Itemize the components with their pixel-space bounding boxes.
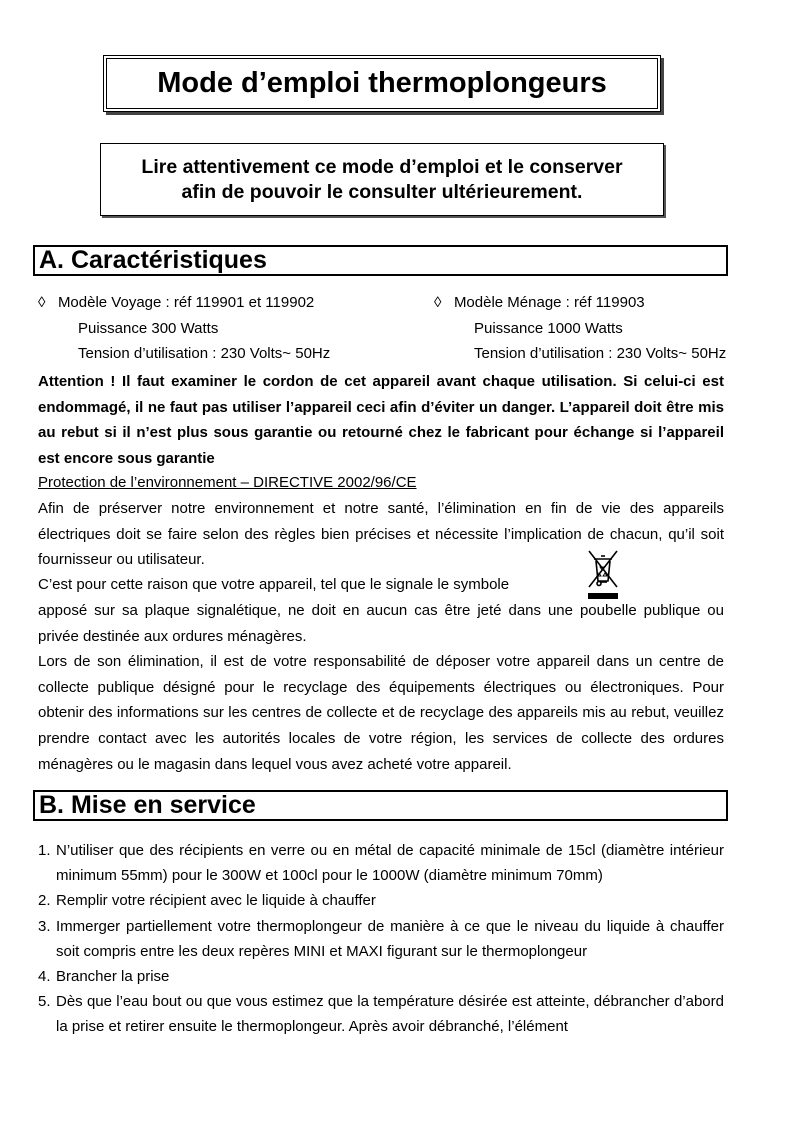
list-item-number: 3. xyxy=(38,917,51,935)
spec-menage-model-line xyxy=(434,290,726,316)
spec-menage-voltage: Tension d’utilisation : 230 Volts~ 50Hz xyxy=(474,345,727,362)
environment-paragraph-2-text: apposé sur sa plaque signalétique, ne doit en aucun cas être jeté dans une poubelle publique ou privée destinée aux ordures ménagères. xyxy=(38,602,724,645)
section-b-heading: B. Mise en service xyxy=(33,790,728,821)
spec-menage-power: Puissance 1000 Watts xyxy=(474,319,623,337)
attention-paragraph: Attention ! Il faut examiner le cordon de cet appareil avant chaque utilisation. Si celui-ci est endommagé, il ne faut pas utiliser l’appareil ceci afin d’éviter un danger. L’appareil doit être mis au rebut si il n’est plus sous garantie ou retourné chez le fabricant pour échange si l’appareil est encore sous garantie xyxy=(38,373,724,467)
environment-paragraph-1: Afin de préserver notre environnement et notre santé, l’élimination en fin de vie des appareils électriques doit se faire selon des règles bien précises et nécessite l’implication de chacun, qu’il soit fournisseur ou utilisateur. xyxy=(38,500,724,569)
list-item xyxy=(38,964,724,989)
spec-menage xyxy=(434,290,726,367)
list-item-text: Dès que l’eau bout ou que vous estimez que la température désirée est atteinte, débrancher d’abord la prise et retirer ensuite le thermoplongeur. Après avoir débranché, l’élément xyxy=(56,993,724,1036)
spec-menage-model: Modèle Ménage : réf 119903 xyxy=(453,294,645,311)
list-item-text: N’utiliser que des récipients en verre ou en métal de capacité minimale de 15cl (diamètre intérieur minimum 55mm) pour le 300W et 100cl pour le 1000W (diamètre minimum 70mm) xyxy=(56,842,724,885)
diamond-bullet-icon: ◊ xyxy=(38,294,46,311)
list-item-text: Brancher la prise xyxy=(56,968,170,986)
environment-paragraph-2 xyxy=(38,598,724,777)
environment-paragraph-3-text: Lors de son élimination, il est de votre responsabilité de déposer votre appareil dans un centre de collecte publique désigné pour le recyclage des équipements électriques ou électroniques. Pour obtenir des informations sur les centres de collecte et de recyclage des appareils mis au rebut, veuillez prendre contact avec les autorités locales de votre région, les services de collecte des ordures ménagères ou le magasin dans lequel vous avez acheté votre appareil. xyxy=(38,653,724,773)
document-title-box xyxy=(103,55,661,112)
crossed-out-bin-icon xyxy=(585,545,621,601)
list-item-text: Remplir votre récipient avec le liquide à chauffer xyxy=(56,892,376,910)
list-item-number: 5. xyxy=(38,993,51,1011)
spec-voyage-model: Modèle Voyage : réf 119901 et 119902 xyxy=(57,294,315,311)
section-a-heading: A. Caractéristiques xyxy=(33,245,728,276)
list-item xyxy=(38,914,724,964)
notice-line-1: Lire attentivement ce mode d’emploi et le conserver xyxy=(141,155,623,178)
list-item-number: 4. xyxy=(38,968,51,986)
spec-voyage xyxy=(38,290,330,367)
spec-voyage-model-line xyxy=(38,290,330,316)
list-item-text: Immerger partiellement votre thermoplongeur de manière à ce que le niveau du liquide à chauffer soit compris entre les deux repères MINI et MAXI figurant sur le thermoplongeur xyxy=(56,917,724,960)
list-item xyxy=(38,838,724,888)
list-item-number: 2. xyxy=(38,892,51,910)
list-item xyxy=(38,888,724,913)
read-carefully-notice xyxy=(100,143,664,216)
notice-line-2: afin de pouvoir le consulter ultérieurement. xyxy=(181,180,583,203)
spec-voyage-power: Puissance 300 Watts xyxy=(78,319,219,337)
list-item-number: 1. xyxy=(38,842,51,859)
protection-title-text: Protection de l’environnement – DIRECTIVE 2002/96/CE xyxy=(38,474,417,491)
diamond-bullet-icon: ◊ xyxy=(434,294,442,311)
document-title: Mode d’emploi thermoplongeurs xyxy=(157,67,607,99)
spec-voyage-voltage: Tension d’utilisation : 230 Volts~ 50Hz xyxy=(78,345,331,362)
instructions-list xyxy=(38,838,724,1040)
list-item xyxy=(38,989,724,1039)
protection-title xyxy=(38,472,724,494)
symbol-line: C’est pour cette raison que votre appareil, tel que le signale le symbole xyxy=(38,576,510,593)
